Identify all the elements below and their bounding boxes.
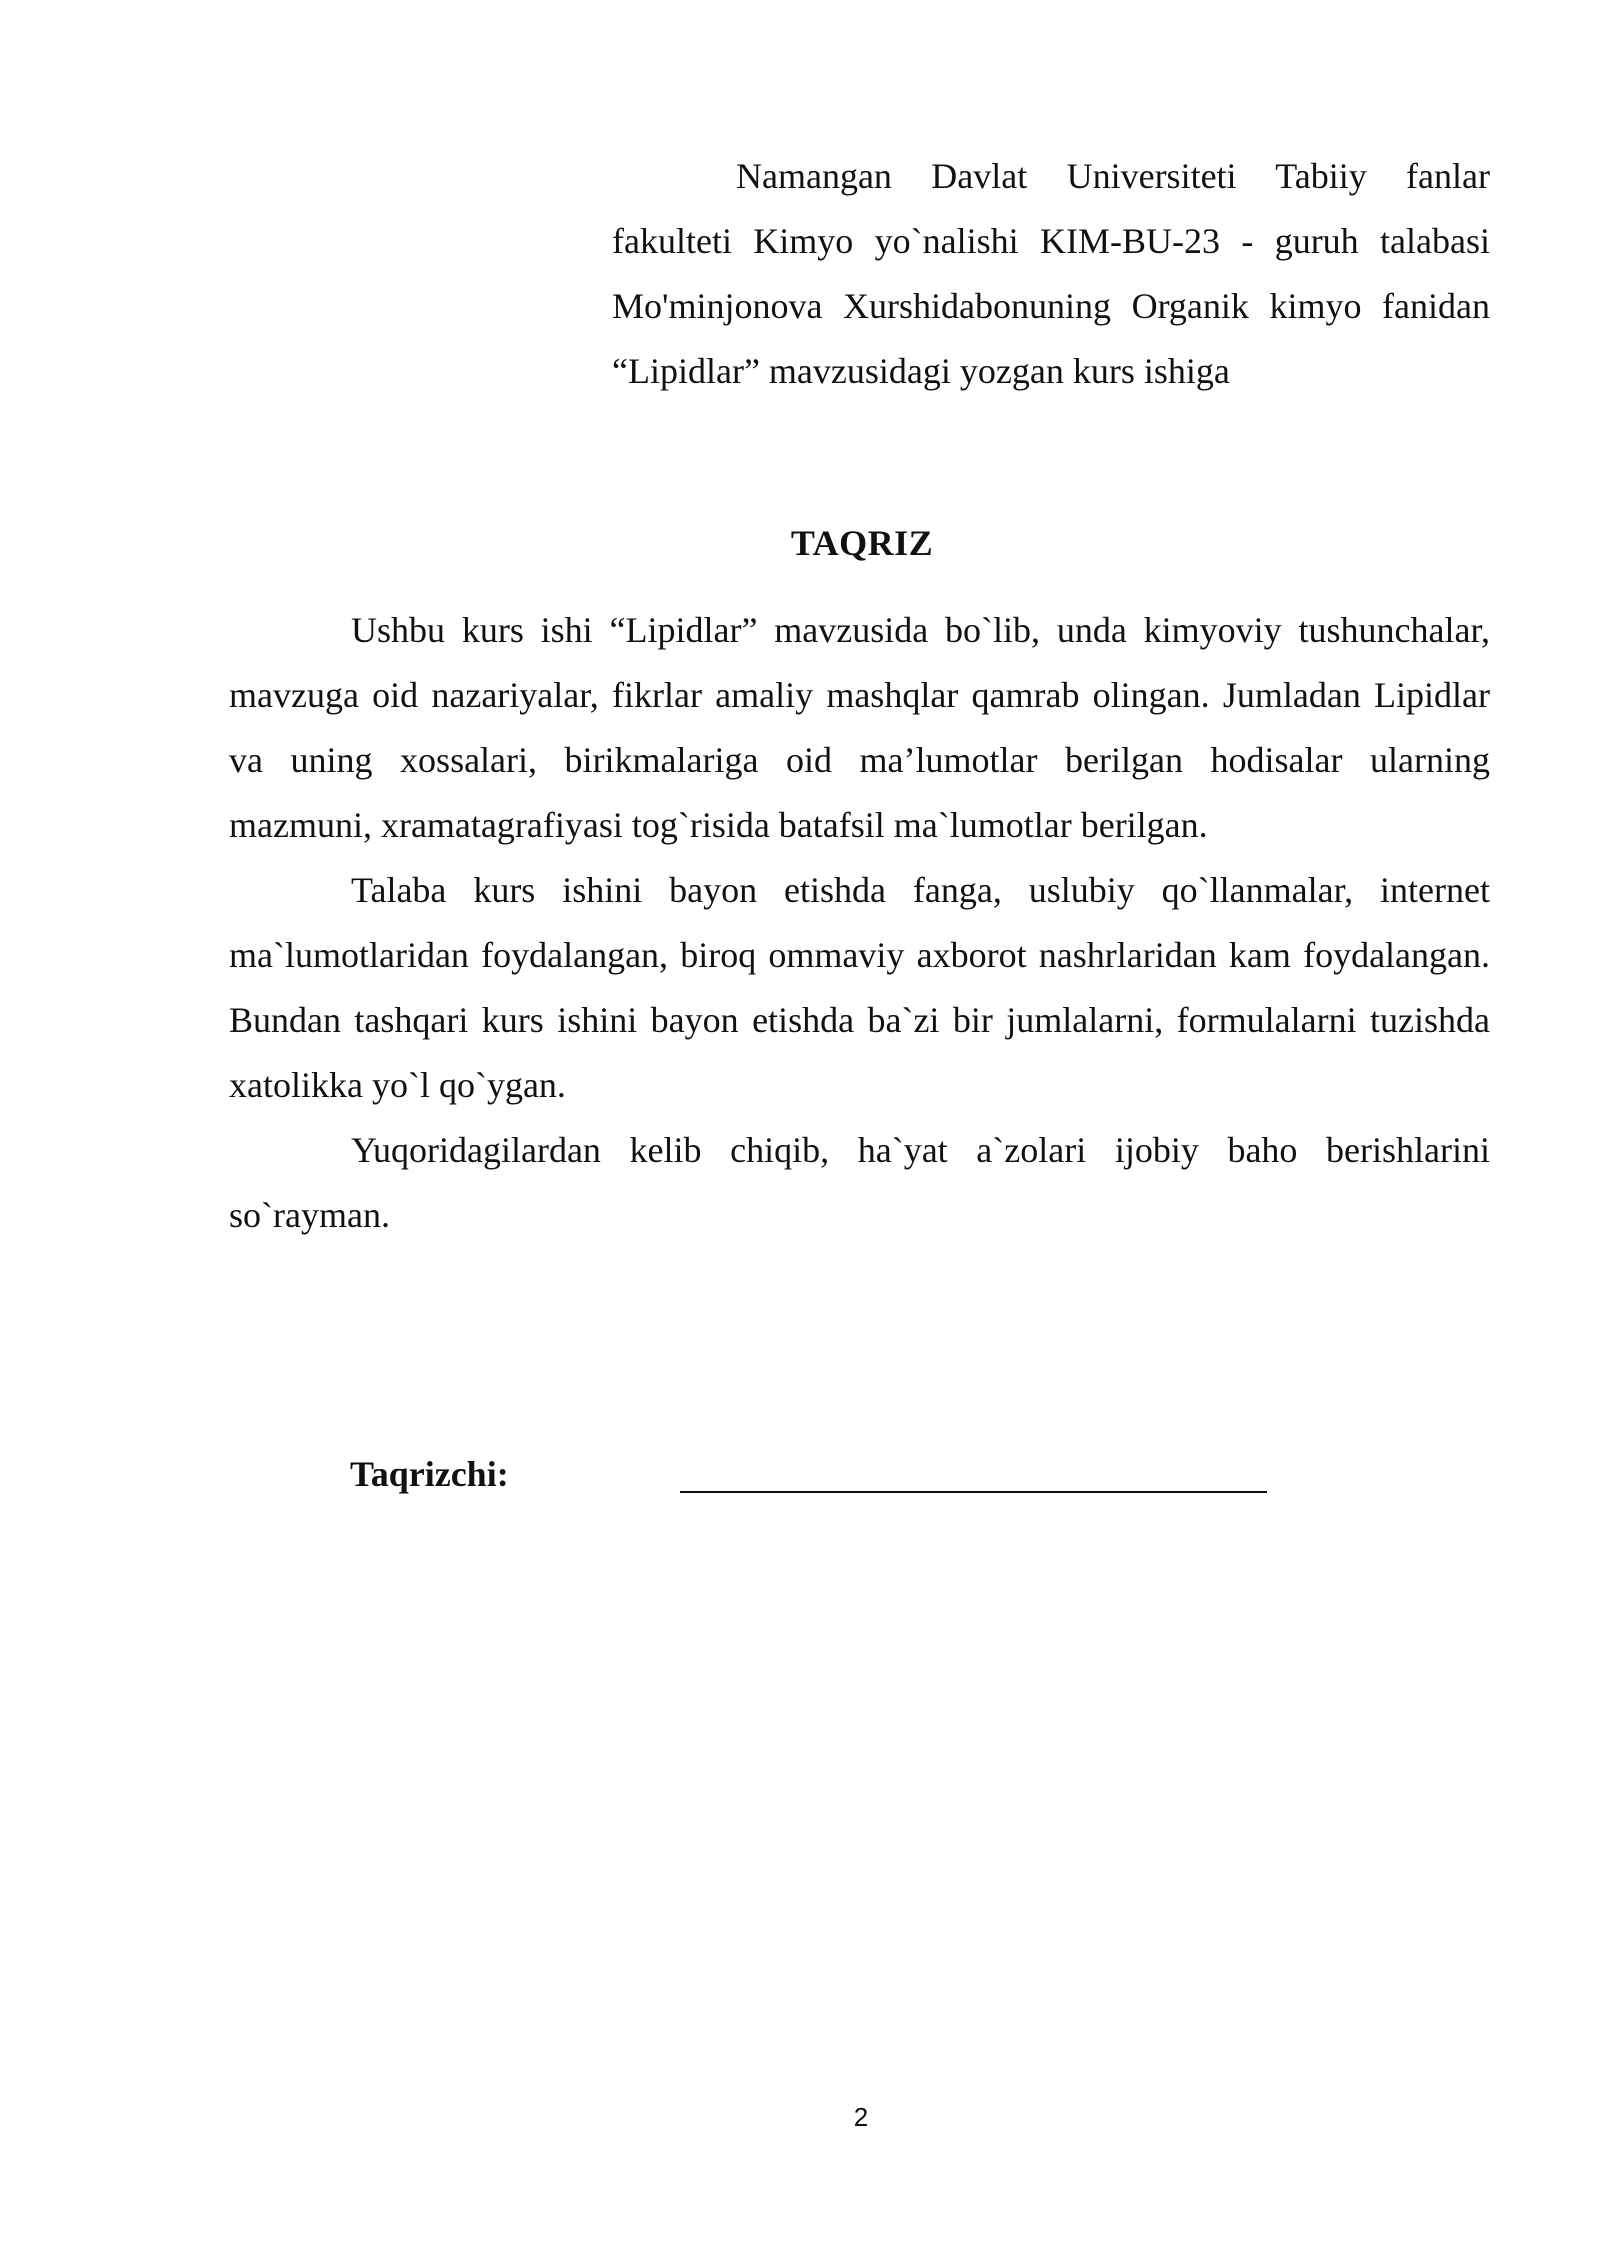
- signature-line: [680, 1491, 1267, 1493]
- addressee-block: Namangan Davlat Universiteti Tabiiy fanlar fakulteti Kimyo yo`nalishi KIM-BU-23 - guruh talabasi Mo'minjonova Xurshidabonuning Organik kimyo fanidan “Lipidlar” mavzusidagi yozgan kurs ishiga: [612, 156, 1490, 391]
- page-number: 2: [853, 2102, 869, 2132]
- review-body: [229, 598, 1490, 1248]
- review-paragraph-1: Ushbu kurs ishi “Lipidlar” mavzusida bo`lib, unda kimyoviy tushunchalar, mavzuga oid nazariyalar, fikrlar amaliy mashqlar qamrab olingan. Jumladan Lipidlar va uning xossalari, birikmalariga oid ma’lumotlar berilgan hodisalar ularning mazmuni, xramatagrafiyasi tog`risida batafsil ma`lumotlar berilgan.: [229, 610, 1490, 845]
- review-paragraph-3: Yuqoridagilardan kelib chiqib, ha`yat a`zolari ijobiy baho berishlarini so`rayman.: [229, 1130, 1490, 1235]
- review-paragraph-2: Talaba kurs ishini bayon etishda fanga, uslubiy qo`llanmalar, internet ma`lumotlaridan foydalangan, biroq ommaviy axborot nashrlaridan kam foydalangan. Bundan tashqari kurs ishini bayon etishda ba`zi bir jumlalarni, formulalarni tuzishda xatolikka yo`l qo`ygan.: [229, 870, 1490, 1105]
- document-title: TAQRIZ: [790, 523, 934, 563]
- reviewer-label: Taqrizchi:: [350, 1454, 509, 1494]
